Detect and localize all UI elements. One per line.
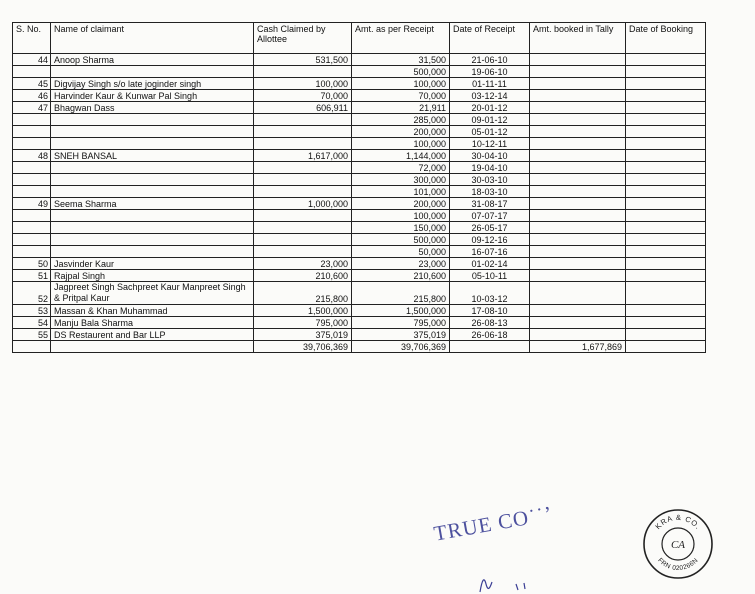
header-amt-tally: Amt. booked in Tally	[530, 23, 626, 54]
cash-claimed-cell	[254, 126, 352, 138]
claimant-name-cell: DS Restaurent and Bar LLP	[51, 329, 254, 341]
header-name: Name of claimant	[51, 23, 254, 54]
amt-tally-cell	[530, 162, 626, 174]
date-booking-cell	[626, 305, 706, 317]
cash-claimed-cell: 100,000	[254, 78, 352, 90]
date-receipt-cell: 18-03-10	[450, 186, 530, 198]
total-amt-receipt: 39,706,369	[352, 341, 450, 353]
table-row	[13, 90, 706, 102]
total-booking-cell	[626, 341, 706, 353]
true-copy-stamp: TRUE CO˙˙’	[432, 501, 555, 546]
date-receipt-cell: 30-03-10	[450, 174, 530, 186]
claims-body	[13, 54, 706, 341]
amt-receipt-cell: 215,800	[352, 282, 450, 305]
claimant-name-cell: SNEH BANSAL	[51, 150, 254, 162]
cash-claimed-cell	[254, 66, 352, 78]
table-row	[13, 66, 706, 78]
amt-receipt-cell: 200,000	[352, 126, 450, 138]
date-booking-cell	[626, 246, 706, 258]
header-date-receipt: Date of Receipt	[450, 23, 530, 54]
amt-receipt-cell: 795,000	[352, 317, 450, 329]
amt-receipt-cell: 285,000	[352, 114, 450, 126]
amt-tally-cell	[530, 246, 626, 258]
amt-tally-cell	[530, 258, 626, 270]
table-row	[13, 54, 706, 66]
date-receipt-cell: 21-06-10	[450, 54, 530, 66]
amt-receipt-cell: 72,000	[352, 162, 450, 174]
cash-claimed-cell	[254, 174, 352, 186]
firm-seal	[642, 508, 714, 580]
sno-cell: 54	[13, 317, 51, 329]
date-booking-cell	[626, 78, 706, 90]
cash-claimed-cell: 1,000,000	[254, 198, 352, 210]
sno-cell	[13, 162, 51, 174]
header-date-booking: Date of Booking	[626, 23, 706, 54]
amt-receipt-cell: 1,144,000	[352, 150, 450, 162]
date-receipt-cell: 07-07-17	[450, 210, 530, 222]
date-receipt-cell: 05-01-12	[450, 126, 530, 138]
table-row	[13, 270, 706, 282]
date-booking-cell	[626, 258, 706, 270]
amt-receipt-cell: 200,000	[352, 198, 450, 210]
table-row	[13, 186, 706, 198]
amt-receipt-cell: 300,000	[352, 174, 450, 186]
amt-receipt-cell: 500,000	[352, 66, 450, 78]
table-row	[13, 78, 706, 90]
date-receipt-cell: 09-12-16	[450, 234, 530, 246]
amt-receipt-cell: 100,000	[352, 138, 450, 150]
claimant-name-cell: Jasvinder Kaur	[51, 258, 254, 270]
header-sno: S. No.	[13, 23, 51, 54]
seal-center-monogram: CA	[670, 539, 686, 551]
amt-receipt-cell: 101,000	[352, 186, 450, 198]
cash-claimed-cell	[254, 234, 352, 246]
date-booking-cell	[626, 102, 706, 114]
amt-receipt-cell: 210,600	[352, 270, 450, 282]
cash-claimed-cell	[254, 114, 352, 126]
svg-text:FRN 020266N	[656, 557, 699, 572]
sno-cell	[13, 234, 51, 246]
amt-receipt-cell: 23,000	[352, 258, 450, 270]
claimant-name-cell: Harvinder Kaur & Kunwar Pal Singh	[51, 90, 254, 102]
sno-cell: 50	[13, 258, 51, 270]
total-cash-claimed: 39,706,369	[254, 341, 352, 353]
amt-tally-cell	[530, 186, 626, 198]
cash-claimed-cell: 375,019	[254, 329, 352, 341]
amt-tally-cell	[530, 138, 626, 150]
amt-receipt-cell: 21,911	[352, 102, 450, 114]
claimant-name-cell	[51, 210, 254, 222]
date-booking-cell	[626, 270, 706, 282]
amt-tally-cell	[530, 234, 626, 246]
claimant-name-cell	[51, 114, 254, 126]
cash-claimed-cell: 531,500	[254, 54, 352, 66]
date-receipt-cell: 19-04-10	[450, 162, 530, 174]
sno-cell: 53	[13, 305, 51, 317]
date-receipt-cell: 26-05-17	[450, 222, 530, 234]
table-row	[13, 126, 706, 138]
claimant-name-cell	[51, 126, 254, 138]
amt-tally-cell	[530, 126, 626, 138]
sno-cell	[13, 186, 51, 198]
sno-cell: 55	[13, 329, 51, 341]
sno-cell	[13, 210, 51, 222]
cash-claimed-cell	[254, 246, 352, 258]
sno-cell: 45	[13, 78, 51, 90]
total-date-cell	[450, 341, 530, 353]
sno-cell	[13, 246, 51, 258]
date-booking-cell	[626, 222, 706, 234]
claimant-name-cell: Digvijay Singh s/o late joginder singh	[51, 78, 254, 90]
date-booking-cell	[626, 138, 706, 150]
sno-cell: 48	[13, 150, 51, 162]
amt-tally-cell	[530, 317, 626, 329]
cash-claimed-cell: 1,500,000	[254, 305, 352, 317]
claimant-name-cell: Manju Bala Sharma	[51, 317, 254, 329]
date-booking-cell	[626, 210, 706, 222]
totals-row	[13, 341, 706, 353]
amt-tally-cell	[530, 305, 626, 317]
claims-table	[12, 22, 706, 353]
date-booking-cell	[626, 66, 706, 78]
table-row	[13, 222, 706, 234]
amt-receipt-cell: 1,500,000	[352, 305, 450, 317]
claimant-name-cell	[51, 174, 254, 186]
claimant-name-cell: Bhagwan Dass	[51, 102, 254, 114]
table-row	[13, 138, 706, 150]
amt-tally-cell	[530, 90, 626, 102]
date-booking-cell	[626, 54, 706, 66]
date-receipt-cell: 26-06-18	[450, 329, 530, 341]
table-row	[13, 102, 706, 114]
table-row	[13, 317, 706, 329]
amt-tally-cell	[530, 282, 626, 305]
date-booking-cell	[626, 114, 706, 126]
table-row	[13, 114, 706, 126]
amt-receipt-cell: 150,000	[352, 222, 450, 234]
total-name-cell	[51, 341, 254, 353]
cash-claimed-cell	[254, 222, 352, 234]
date-booking-cell	[626, 90, 706, 102]
date-booking-cell	[626, 317, 706, 329]
amt-receipt-cell: 31,500	[352, 54, 450, 66]
table-row	[13, 234, 706, 246]
seal-bottom-text: FRN 020266N	[656, 556, 700, 573]
date-booking-cell	[626, 126, 706, 138]
header-cash-claimed: Cash Claimed by Allottee	[254, 23, 352, 54]
amt-tally-cell	[530, 270, 626, 282]
claimant-name-cell	[51, 222, 254, 234]
table-row	[13, 162, 706, 174]
sno-cell: 51	[13, 270, 51, 282]
date-receipt-cell: 30-04-10	[450, 150, 530, 162]
sno-cell	[13, 66, 51, 78]
date-receipt-cell: 10-03-12	[450, 282, 530, 305]
claimant-name-cell	[51, 138, 254, 150]
sno-cell	[13, 138, 51, 150]
cash-claimed-cell: 606,911	[254, 102, 352, 114]
date-booking-cell	[626, 329, 706, 341]
claimant-name-cell	[51, 66, 254, 78]
signature	[476, 574, 536, 594]
claimant-name-cell	[51, 246, 254, 258]
amt-tally-cell	[530, 150, 626, 162]
amt-tally-cell	[530, 210, 626, 222]
date-booking-cell	[626, 186, 706, 198]
claimant-name-cell: Massan & Khan Muhammad	[51, 305, 254, 317]
claimant-name-cell: Rajpal Singh	[51, 270, 254, 282]
claimant-name-cell	[51, 186, 254, 198]
date-booking-cell	[626, 198, 706, 210]
amt-receipt-cell: 500,000	[352, 234, 450, 246]
cash-claimed-cell: 210,600	[254, 270, 352, 282]
table-row	[13, 174, 706, 186]
table-row	[13, 210, 706, 222]
sno-cell: 49	[13, 198, 51, 210]
header-amt-receipt: Amt. as per Receipt	[352, 23, 450, 54]
cash-claimed-cell	[254, 186, 352, 198]
sno-cell: 44	[13, 54, 51, 66]
header-row	[13, 23, 706, 54]
cash-claimed-cell	[254, 162, 352, 174]
amt-receipt-cell: 375,019	[352, 329, 450, 341]
total-sno-cell	[13, 341, 51, 353]
date-receipt-cell: 16-07-16	[450, 246, 530, 258]
cash-claimed-cell: 23,000	[254, 258, 352, 270]
table-row	[13, 305, 706, 317]
amt-tally-cell	[530, 78, 626, 90]
claimant-name-cell: Seema Sharma	[51, 198, 254, 210]
cash-claimed-cell: 70,000	[254, 90, 352, 102]
date-receipt-cell: 31-08-17	[450, 198, 530, 210]
amt-tally-cell	[530, 114, 626, 126]
date-receipt-cell: 26-08-13	[450, 317, 530, 329]
amt-tally-cell	[530, 174, 626, 186]
date-receipt-cell: 03-12-14	[450, 90, 530, 102]
cash-claimed-cell	[254, 138, 352, 150]
date-receipt-cell: 05-10-11	[450, 270, 530, 282]
table-row	[13, 258, 706, 270]
amt-tally-cell	[530, 54, 626, 66]
cash-claimed-cell: 1,617,000	[254, 150, 352, 162]
date-booking-cell	[626, 282, 706, 305]
date-booking-cell	[626, 234, 706, 246]
table-row	[13, 329, 706, 341]
sno-cell	[13, 174, 51, 186]
amt-tally-cell	[530, 329, 626, 341]
cash-claimed-cell: 215,800	[254, 282, 352, 305]
cash-claimed-cell	[254, 210, 352, 222]
table-row	[13, 282, 706, 305]
date-booking-cell	[626, 150, 706, 162]
claimant-name-cell	[51, 234, 254, 246]
sno-cell: 46	[13, 90, 51, 102]
amt-receipt-cell: 70,000	[352, 90, 450, 102]
date-receipt-cell: 19-06-10	[450, 66, 530, 78]
date-receipt-cell: 01-11-11	[450, 78, 530, 90]
amt-receipt-cell: 100,000	[352, 210, 450, 222]
seal-top-text: KRA & CO.	[653, 512, 703, 532]
date-booking-cell	[626, 174, 706, 186]
amt-tally-cell	[530, 66, 626, 78]
date-receipt-cell: 10-12-11	[450, 138, 530, 150]
amt-tally-cell	[530, 102, 626, 114]
amt-tally-cell	[530, 222, 626, 234]
claimant-name-cell: Anoop Sharma	[51, 54, 254, 66]
table-row	[13, 198, 706, 210]
date-booking-cell	[626, 162, 706, 174]
total-amt-tally: 1,677,869	[530, 341, 626, 353]
sno-cell	[13, 222, 51, 234]
date-receipt-cell: 09-01-12	[450, 114, 530, 126]
sno-cell: 52	[13, 282, 51, 305]
amt-receipt-cell: 100,000	[352, 78, 450, 90]
claimant-name-cell	[51, 162, 254, 174]
amt-tally-cell	[530, 198, 626, 210]
amt-receipt-cell: 50,000	[352, 246, 450, 258]
table-row	[13, 150, 706, 162]
sno-cell	[13, 114, 51, 126]
date-receipt-cell: 17-08-10	[450, 305, 530, 317]
claimant-name-cell: Jagpreet Singh Sachpreet Kaur Manpreet Singh & Pritpal Kaur	[51, 282, 254, 305]
date-receipt-cell: 20-01-12	[450, 102, 530, 114]
sno-cell: 47	[13, 102, 51, 114]
cash-claimed-cell: 795,000	[254, 317, 352, 329]
date-receipt-cell: 01-02-14	[450, 258, 530, 270]
sno-cell	[13, 126, 51, 138]
table-row	[13, 246, 706, 258]
